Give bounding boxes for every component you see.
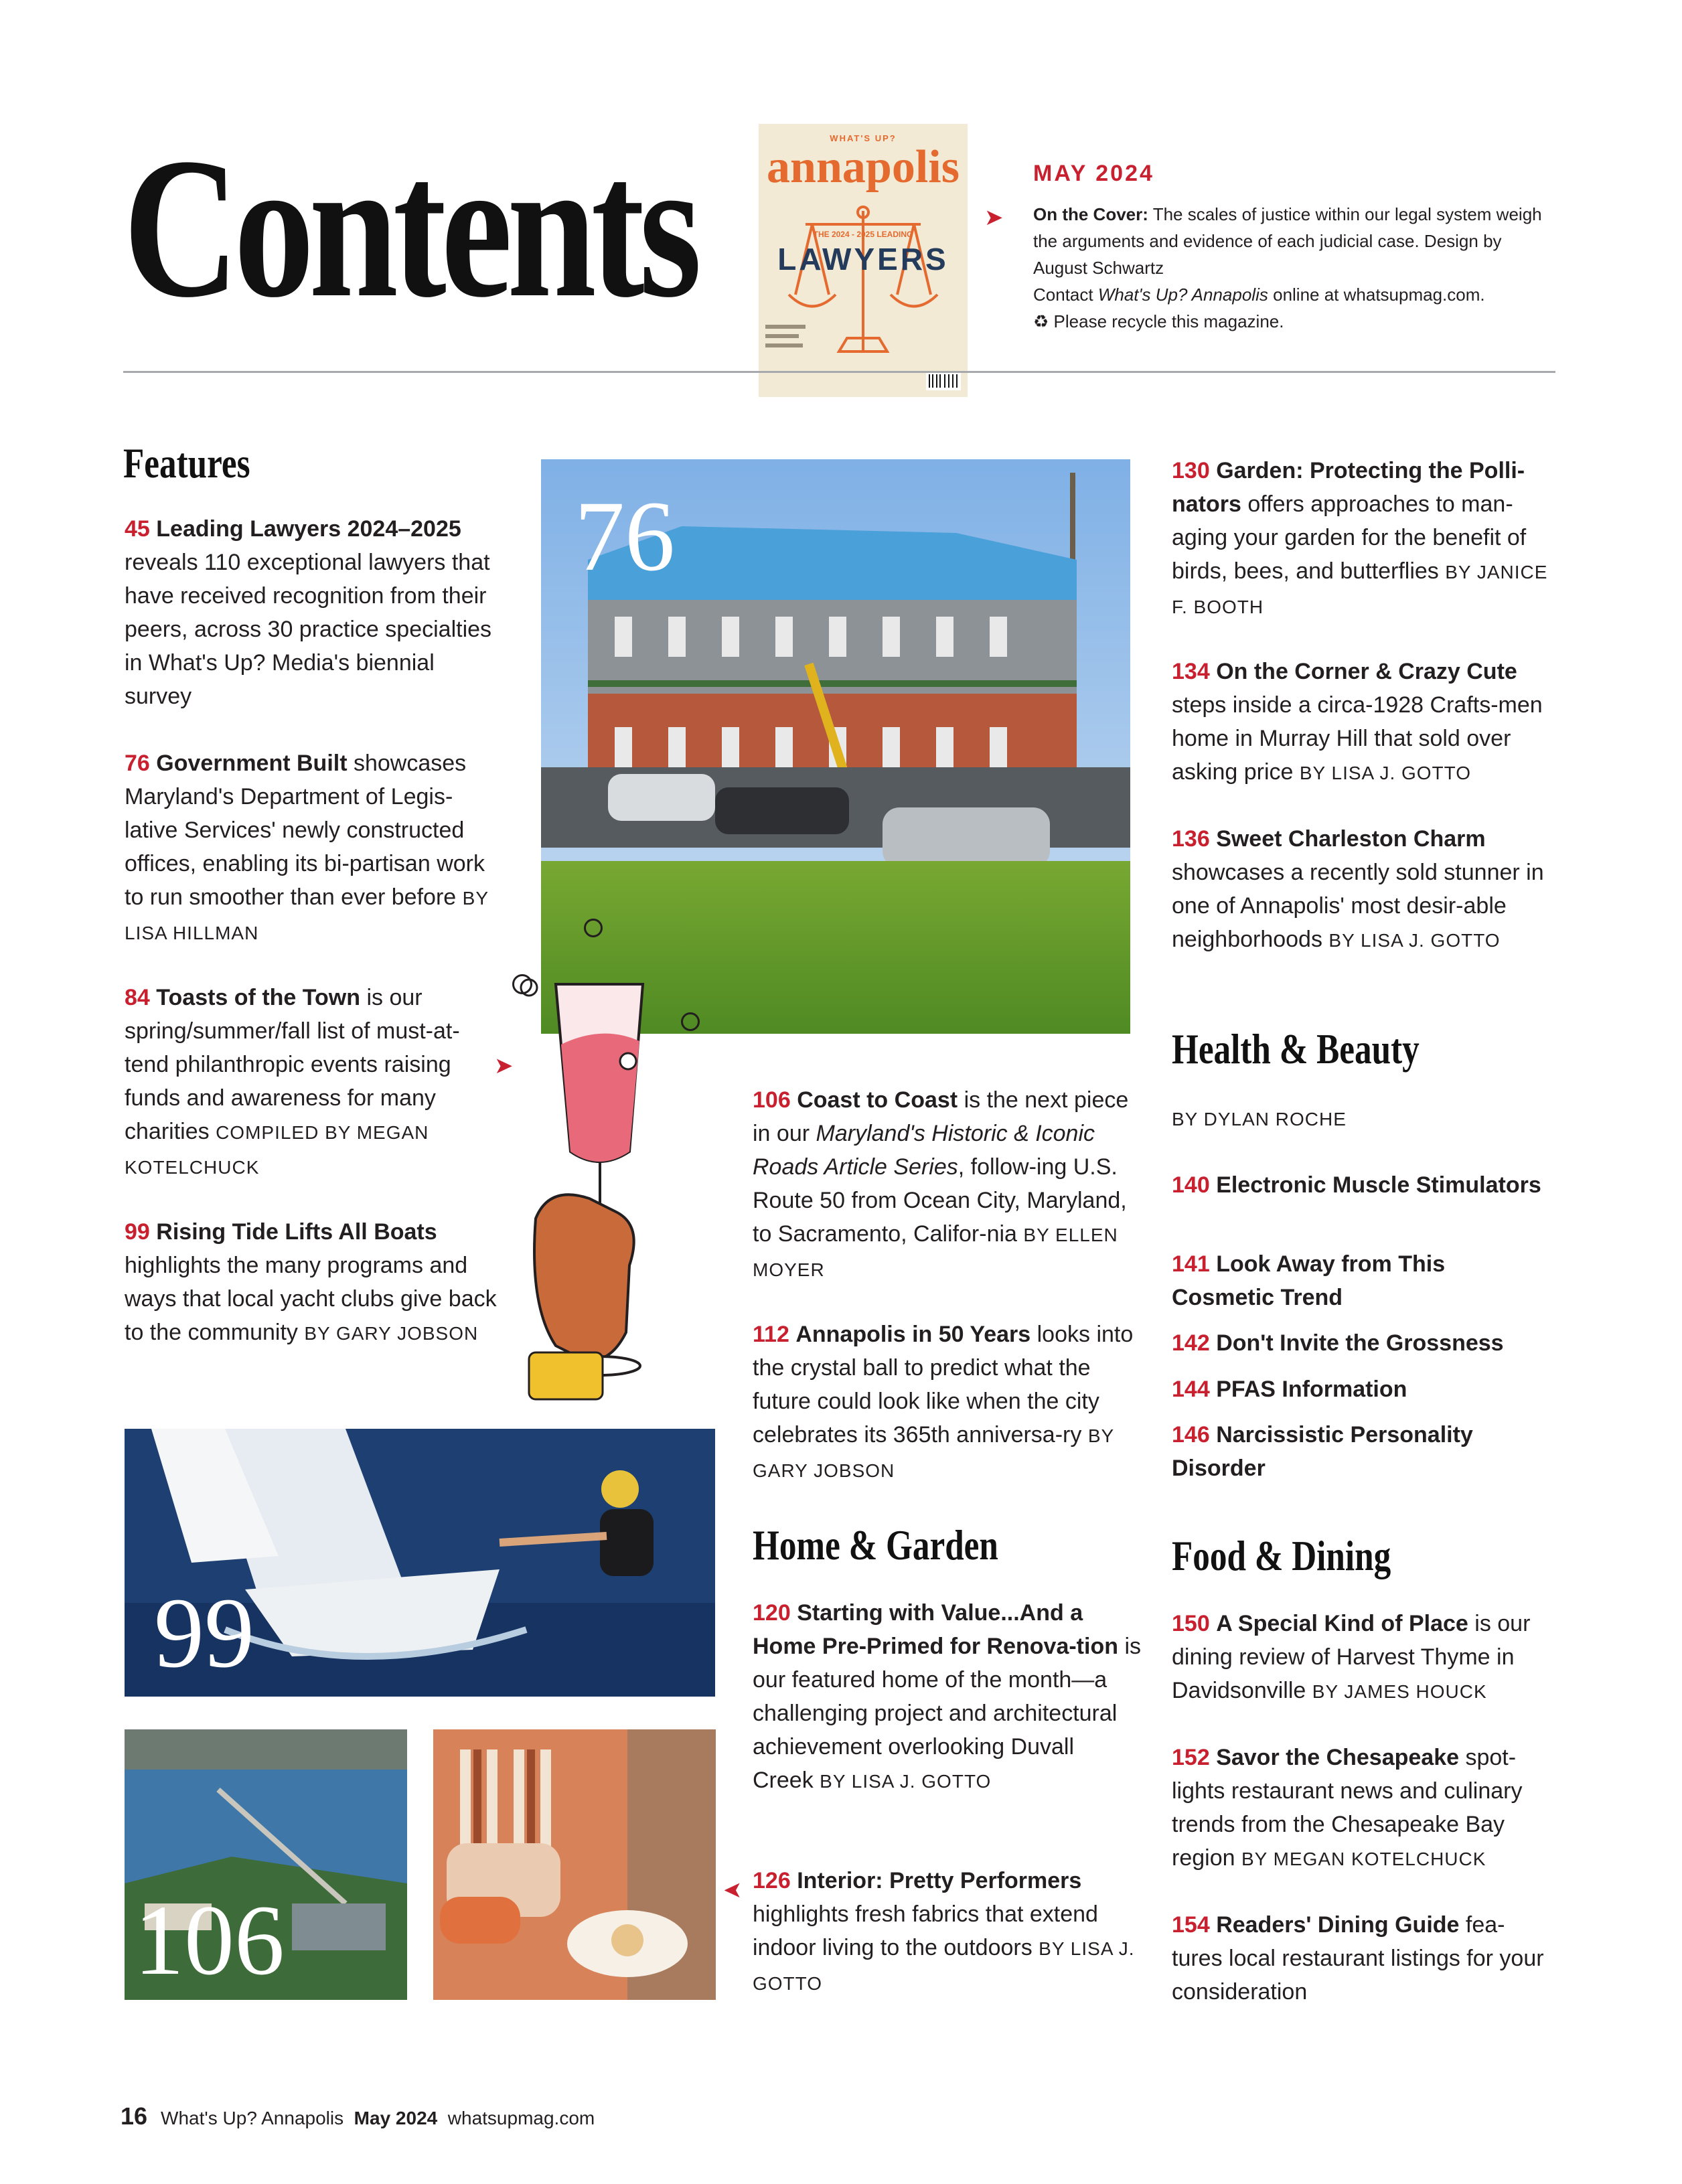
byline: BY LISA J. GOTTO bbox=[753, 1938, 1135, 1994]
cover-text: The scales of justice within our legal system weigh the arguments and evidence of each judicial case. Design by August Schwartz bbox=[1033, 204, 1542, 278]
page-number: 146 bbox=[1172, 1422, 1210, 1448]
folio-date: May 2024 bbox=[354, 2108, 438, 2128]
entry-title: A Special Kind of Place bbox=[1216, 1611, 1468, 1636]
sailing-photo[interactable] bbox=[125, 1429, 715, 1697]
section-byline bbox=[1172, 1101, 1553, 1136]
entry-text: highlights fresh fabrics that extend indoor living to the outdoors bbox=[753, 1901, 1098, 1960]
page-title: Contents bbox=[123, 116, 697, 339]
page-number: 140 bbox=[1172, 1172, 1210, 1198]
entry-text: spot-lights restaurant news and culinary trends from the Chesapeake Bay region bbox=[1172, 1745, 1523, 1871]
page-number: 126 bbox=[753, 1868, 791, 1893]
arrow-pointer-icon: ➤ bbox=[494, 1053, 514, 1079]
toc-entry[interactable] bbox=[1172, 822, 1553, 957]
toc-entry[interactable] bbox=[1172, 1607, 1553, 1709]
byline: BY LISA J. GOTTO bbox=[1299, 763, 1472, 783]
toc-entry[interactable] bbox=[125, 981, 500, 1184]
entry-title: Electronic Muscle Stimulators bbox=[1216, 1172, 1541, 1198]
page-number: 45 bbox=[125, 516, 150, 542]
byline: BY LISA J. GOTTO bbox=[820, 1771, 992, 1792]
page-folio bbox=[121, 2102, 595, 2130]
cover-subhead: THE 2024 - 2025 LEADING bbox=[813, 230, 913, 239]
cover-thumbnail[interactable] bbox=[759, 124, 968, 397]
page-number: 152 bbox=[1172, 1745, 1210, 1770]
page-number: 99 bbox=[125, 1219, 150, 1245]
entry-text: is the next piece in our bbox=[753, 1087, 1129, 1146]
byline: BY MEGAN KOTELCHUCK bbox=[1241, 1849, 1486, 1869]
contact-line bbox=[1033, 281, 1542, 308]
page-number: 120 bbox=[753, 1600, 791, 1626]
toc-entry[interactable] bbox=[1172, 1741, 1553, 1876]
toc-entry[interactable] bbox=[1172, 1908, 1553, 2009]
entry-text: is our featured home of the month—a challenging project and architectural achievement overlooking Duvall Creek bbox=[753, 1634, 1141, 1793]
folio-page-number: 16 bbox=[121, 2102, 148, 2130]
issue-date: MAY 2024 bbox=[1033, 161, 1154, 186]
page-number: 76 bbox=[125, 751, 150, 776]
entry-title: Annapolis in 50 Years bbox=[795, 1322, 1031, 1347]
arrow-pointer-icon: ➤ bbox=[723, 1877, 743, 1903]
toc-entry[interactable] bbox=[1172, 1326, 1553, 1360]
contact-suffix[interactable]: online at whatsupmag.com. bbox=[1273, 285, 1485, 305]
page-number: 134 bbox=[1172, 659, 1210, 684]
entry-text: offers approaches to man-aging your garden for the benefit of birds, bees, and butterflies bbox=[1172, 491, 1527, 584]
entry-text: is our dining review of Harvest Thyme in Davidsonville bbox=[1172, 1611, 1531, 1703]
entry-title: Garden: Protecting the Polli-nators bbox=[1172, 458, 1525, 517]
entry-title: Interior: Pretty Performers bbox=[797, 1868, 1082, 1893]
section-heading-home-garden: Home & Garden bbox=[753, 1521, 998, 1569]
header-divider bbox=[123, 371, 1555, 373]
page-number: 154 bbox=[1172, 1912, 1210, 1938]
entry-text: is our spring/summer/fall list of must-at-tend philanthropic events raising funds and awareness for many charities bbox=[125, 985, 460, 1144]
entry-text: steps inside a circa-1928 Crafts-men home in Murray Hill that sold over asking price bbox=[1172, 692, 1543, 785]
byline: COMPILED BY MEGAN KOTELCHUCK bbox=[125, 1122, 429, 1178]
byline: BY GARY JOBSON bbox=[304, 1323, 479, 1344]
entry-title: Readers' Dining Guide bbox=[1216, 1912, 1460, 1938]
page-number: 130 bbox=[1172, 458, 1210, 483]
toc-entry[interactable] bbox=[125, 512, 500, 713]
contact-publication: What's Up? Annapolis bbox=[1097, 285, 1268, 305]
toc-entry[interactable] bbox=[1172, 1168, 1553, 1202]
byline: BY ELLEN MOYER bbox=[753, 1225, 1118, 1280]
entry-title: Toasts of the Town bbox=[156, 985, 361, 1010]
entry-title: Sweet Charleston Charm bbox=[1216, 826, 1486, 852]
toc-entry[interactable] bbox=[753, 1083, 1141, 1287]
cover-info bbox=[1033, 201, 1542, 335]
entry-title: Coast to Coast bbox=[797, 1087, 958, 1113]
cover-kicker: WHAT'S UP? bbox=[830, 133, 897, 143]
aerial-bridge-photo[interactable] bbox=[125, 1729, 407, 2000]
entry-title: Government Built bbox=[156, 751, 348, 776]
toc-entry[interactable] bbox=[753, 1864, 1141, 2001]
entry-text: highlights the many programs and ways that local yacht clubs give back to the community bbox=[125, 1253, 497, 1345]
entry-text: , follow-ing U.S. Route 50 from Ocean City, Maryland, to Sacramento, Califor-nia bbox=[753, 1154, 1127, 1247]
fabrics-illustration bbox=[433, 1729, 716, 2000]
toc-entry[interactable] bbox=[125, 1215, 506, 1350]
photo-label-106: 106 bbox=[134, 1885, 285, 1996]
entry-title: On the Corner & Crazy Cute bbox=[1216, 659, 1517, 684]
toc-entry[interactable] bbox=[1172, 1418, 1553, 1485]
cover-headline: LAWYERS bbox=[777, 242, 949, 277]
contact-prefix: Contact bbox=[1033, 285, 1093, 305]
byline: BY LISA HILLMAN bbox=[125, 888, 489, 943]
entry-text: reveals 110 exceptional lawyers that have received recognition from their peers, across 30 practice specialties in What's Up? Media's biennial survey bbox=[125, 550, 492, 709]
entry-text: showcases a recently sold stunner in one of Annapolis' most desir-able neighborhoods bbox=[1172, 860, 1544, 952]
entry-title: Narcissistic Personality Disorder bbox=[1172, 1422, 1473, 1481]
entry-title: PFAS Information bbox=[1216, 1377, 1407, 1402]
toc-entry[interactable] bbox=[1172, 655, 1553, 790]
photo-label-76: 76 bbox=[575, 481, 675, 592]
toc-entry[interactable] bbox=[753, 1318, 1141, 1488]
entry-text: fea-tures local restaurant listings for your consideration bbox=[1172, 1912, 1544, 2005]
page-number: 136 bbox=[1172, 826, 1210, 852]
entry-title: Leading Lawyers 2024–2025 bbox=[156, 516, 461, 542]
page-number: 142 bbox=[1172, 1330, 1210, 1356]
entry-title: Don't Invite the Grossness bbox=[1216, 1330, 1504, 1356]
entry-title: Look Away from This Cosmetic Trend bbox=[1172, 1251, 1446, 1310]
cover-caption bbox=[1033, 201, 1542, 281]
entry-text: showcases Maryland's Department of Legis-lative Services' newly constructed offices, enabling its bi-partisan work to run smoother than ever before bbox=[125, 751, 485, 910]
toc-entry[interactable] bbox=[753, 1596, 1141, 1798]
recycle-note: ♻ Please recycle this magazine. bbox=[1033, 311, 1284, 331]
page-number: 150 bbox=[1172, 1611, 1210, 1636]
byline: BY DYLAN ROCHE bbox=[1172, 1109, 1347, 1129]
entry-title: Starting with Value...And a Home Pre-Primed for Renova-tion bbox=[753, 1600, 1118, 1659]
toc-entry[interactable] bbox=[125, 747, 500, 950]
cover-label: On the Cover: bbox=[1033, 204, 1148, 224]
toc-entry[interactable] bbox=[1172, 1247, 1553, 1314]
bubble-icon bbox=[512, 974, 532, 994]
section-heading-health-beauty: Health & Beauty bbox=[1172, 1025, 1420, 1073]
byline: BY LISA J. GOTTO bbox=[1328, 930, 1501, 951]
toc-entry[interactable] bbox=[1172, 1373, 1553, 1406]
folio-publication: What's Up? Annapolis bbox=[161, 2108, 344, 2128]
folio-site[interactable]: whatsupmag.com bbox=[447, 2108, 595, 2128]
bubble-icon bbox=[584, 919, 603, 937]
page-number: 106 bbox=[753, 1087, 791, 1113]
champagne-toast-illustration bbox=[509, 931, 710, 1466]
section-heading-features: Features bbox=[123, 439, 250, 487]
page-number: 112 bbox=[753, 1322, 789, 1347]
toc-entry[interactable] bbox=[1172, 454, 1553, 624]
page-number: 141 bbox=[1172, 1251, 1210, 1277]
page-number: 144 bbox=[1172, 1377, 1210, 1402]
outdoor-fabrics-photo[interactable] bbox=[433, 1729, 716, 2000]
section-heading-food-dining: Food & Dining bbox=[1172, 1532, 1391, 1579]
byline: BY GARY JOBSON bbox=[753, 1425, 1114, 1481]
byline: BY JAMES HOUCK bbox=[1312, 1681, 1487, 1702]
entry-title: Savor the Chesapeake bbox=[1216, 1745, 1460, 1770]
cover-brand: annapolis bbox=[767, 141, 960, 193]
bubble-icon bbox=[681, 1012, 700, 1031]
cover-pointer-icon: ➤ bbox=[984, 205, 1004, 230]
page-number: 84 bbox=[125, 985, 150, 1010]
photo-label-99: 99 bbox=[154, 1577, 254, 1689]
series-name: Maryland's Historic & Iconic Roads Article Series bbox=[753, 1121, 1095, 1180]
byline: BY JANICE F. BOOTH bbox=[1172, 562, 1548, 617]
entry-text: looks into the crystal ball to predict what the future could look like when the city celebrates its 365th anniversa-ry bbox=[753, 1322, 1134, 1448]
entry-title: Rising Tide Lifts All Boats bbox=[156, 1219, 437, 1245]
